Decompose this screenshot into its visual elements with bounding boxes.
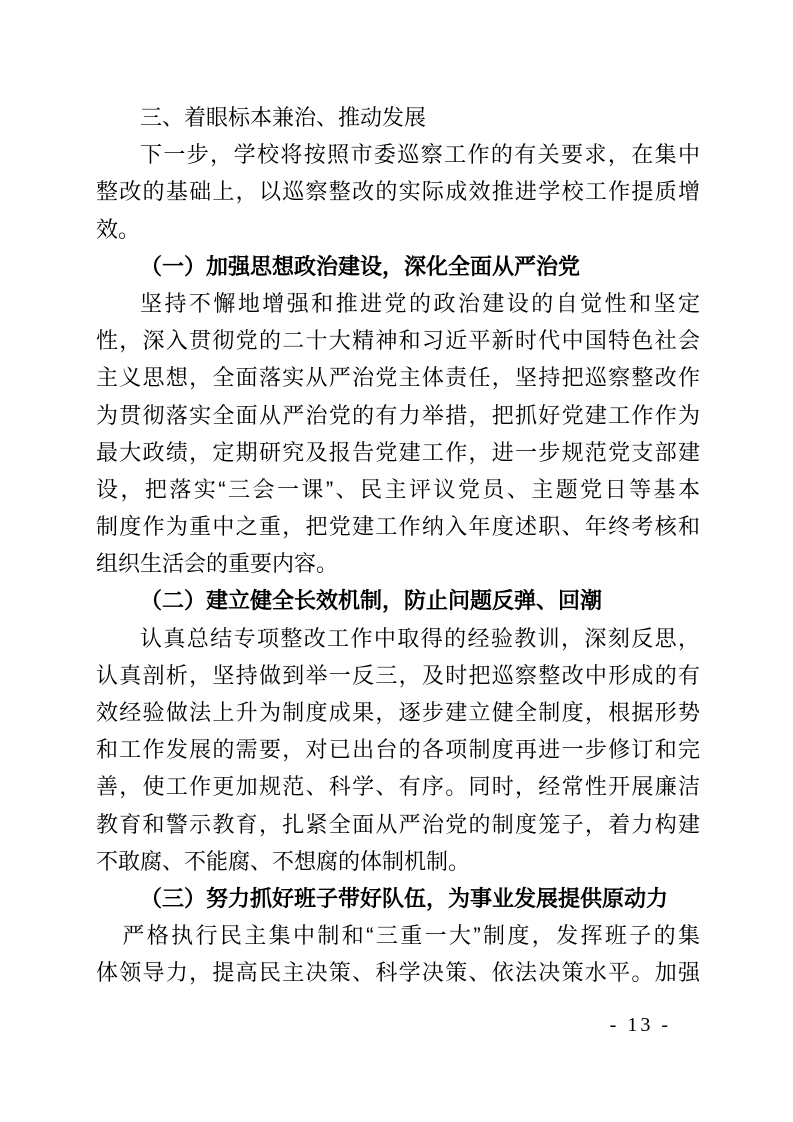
text-line: 善，使工作更加规范、科学、有序。同时，经常性开展廉洁	[96, 774, 700, 800]
text-line: 为贯彻落实全面从严治党的有力举措，把抓好党建工作作为	[96, 402, 700, 428]
text-line: 性，深入贯彻党的二十大精神和习近平新时代中国特色社会	[96, 328, 700, 354]
section-heading: （一）加强思想政治建设，深化全面从严治党	[140, 253, 581, 279]
text-line: 认真剖析，坚持做到举一反三，及时把巡察整改中形成的有	[96, 662, 700, 688]
text-line: 坚持不懈地增强和推进党的政治建设的自觉性和坚定	[140, 290, 700, 316]
text-line: 认真总结专项整改工作中取得的经验教训，深刻反思，	[140, 625, 700, 651]
text-line: 组织生活会的重要内容。	[96, 551, 339, 577]
text-line: 严格执行民主集中制和“三重一大”制度，发挥班子的集	[122, 923, 700, 949]
text-line: 教育和警示教育，扎紧全面从严治党的制度笼子，着力构建	[96, 811, 700, 837]
chapter-heading: 三、着眼标本兼治、推动发展	[140, 105, 427, 130]
text-line: 下一步，学校将按照市委巡察工作的有关要求，在集中	[140, 142, 700, 168]
page-number: - 13 -	[609, 1014, 671, 1036]
section-heading: （二）建立健全长效机制，防止问题反弹、回潮	[140, 588, 603, 614]
document-body	[96, 99, 700, 992]
text-line: 最大政绩，定期研究及报告党建工作，进一步规范党支部建	[96, 439, 700, 465]
text-line: 效经验做法上升为制度成果，逐步建立健全制度，根据形势	[96, 700, 700, 725]
text-line: 体领导力，提高民主决策、科学决策、依法决策水平。加强	[96, 960, 700, 986]
text-line: 不敢腐、不能腐、不想腐的体制机制。	[96, 848, 471, 874]
text-line: 设，把落实“三会一课”、民主评议党员、主题党日等基本	[96, 476, 700, 502]
section-heading: （三）努力抓好班子带好队伍，为事业发展提供原动力	[140, 885, 669, 911]
text-line: 主义思想，全面落实从严治党主体责任，坚持把巡察整改作	[96, 365, 700, 391]
text-line: 效。	[96, 216, 141, 242]
text-line: 和工作发展的需要，对已出台的各项制度再进一步修订和完	[96, 737, 700, 763]
text-line: 整改的基础上，以巡察整改的实际成效推进学校工作提质增	[96, 179, 700, 205]
text-line: 制度作为重中之重，把党建工作纳入年度述职、年终考核和	[96, 514, 700, 540]
